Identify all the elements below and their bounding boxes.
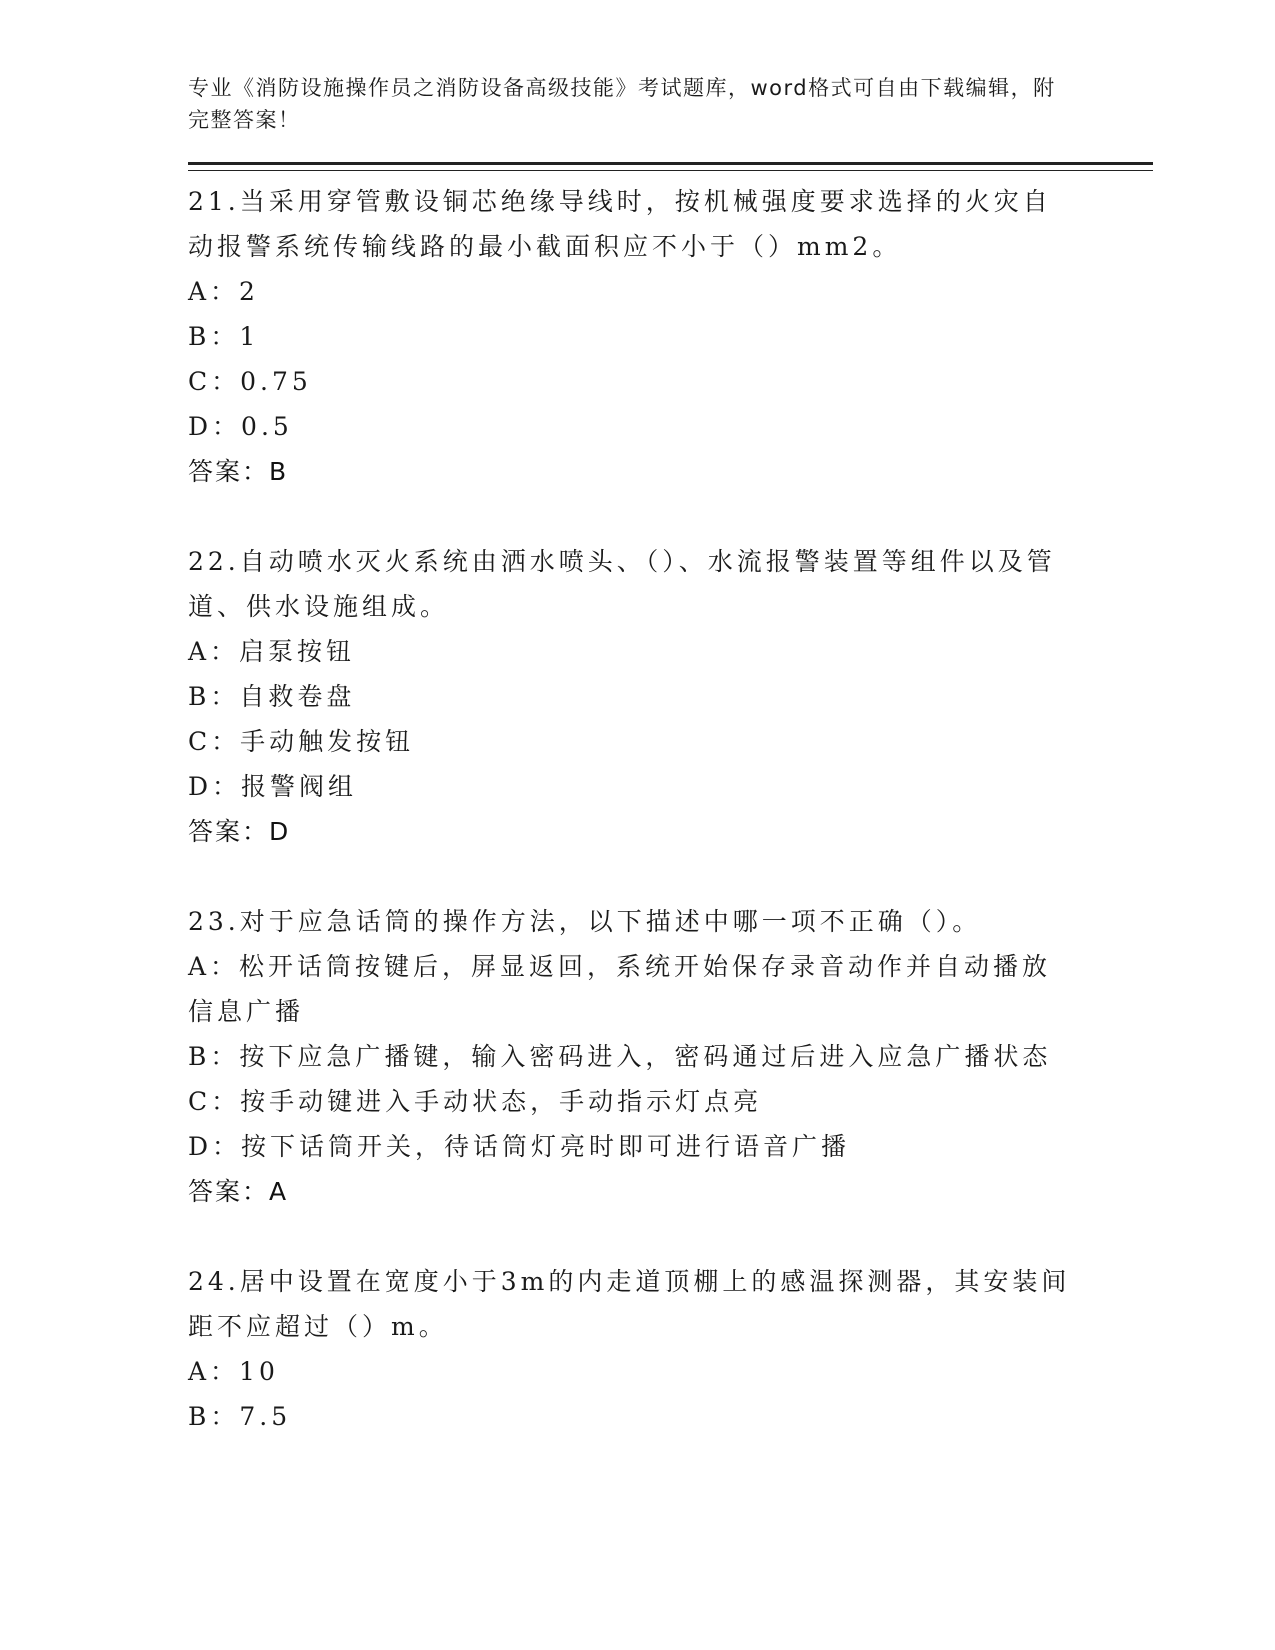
option-a: A：2: [188, 277, 259, 306]
question-list: [188, 179, 1153, 1439]
question-23: [188, 899, 1153, 1214]
option-a: A：启泵按钮: [188, 637, 356, 666]
option-c: C：按手动键进入手动状态，手动指示灯点亮: [188, 1087, 763, 1116]
option-a: A：松开话筒按键后，屏显返回，系统开始保存录音动作并自动播放信息广播: [188, 952, 1052, 1026]
option-c: C：手动触发按钮: [188, 727, 415, 756]
option-a: A：10: [188, 1357, 279, 1386]
question-text: 21.当采用穿管敷设铜芯绝缘导线时，按机械强度要求选择的火灾自动报警系统传输线路的最小截面积应不小于（）mm2。: [188, 187, 1052, 261]
option-c: C：0.75: [188, 367, 312, 396]
option-d: D：0.5: [188, 412, 293, 441]
header-divider: [188, 162, 1153, 171]
option-d: D：报警阀组: [188, 772, 358, 801]
option-d: D：按下话筒开关，待话筒灯亮时即可进行语音广播: [188, 1132, 851, 1161]
document-header: 专业《消防设施操作员之消防设备高级技能》考试题库，word格式可自由下载编辑，附完整答案！: [188, 76, 1056, 132]
answer-label: 答案：A: [188, 1177, 289, 1206]
option-b: B：1: [188, 322, 260, 351]
option-b: B：7.5: [188, 1402, 292, 1431]
option-b: B：按下应急广播键，输入密码进入，密码通过后进入应急广播状态: [188, 1042, 1052, 1071]
question-22: [188, 539, 1153, 854]
document-page: [188, 72, 1153, 1484]
question-21: [188, 179, 1153, 494]
question-text: 22.自动喷水灭火系统由洒水喷头、（）、水流报警装置等组件以及管道、供水设施组成。: [188, 547, 1056, 621]
answer-label: 答案：D: [188, 817, 291, 846]
option-b: B：自救卷盘: [188, 682, 356, 711]
question-text: 23.对于应急话筒的操作方法，以下描述中哪一项不正确（）。: [188, 907, 982, 936]
question-text: 24.居中设置在宽度小于3m的内走道顶棚上的感温探测器，其安装间距不应超过（）m。: [188, 1267, 1071, 1341]
answer-label: 答案：B: [188, 457, 289, 486]
question-24: [188, 1259, 1153, 1439]
